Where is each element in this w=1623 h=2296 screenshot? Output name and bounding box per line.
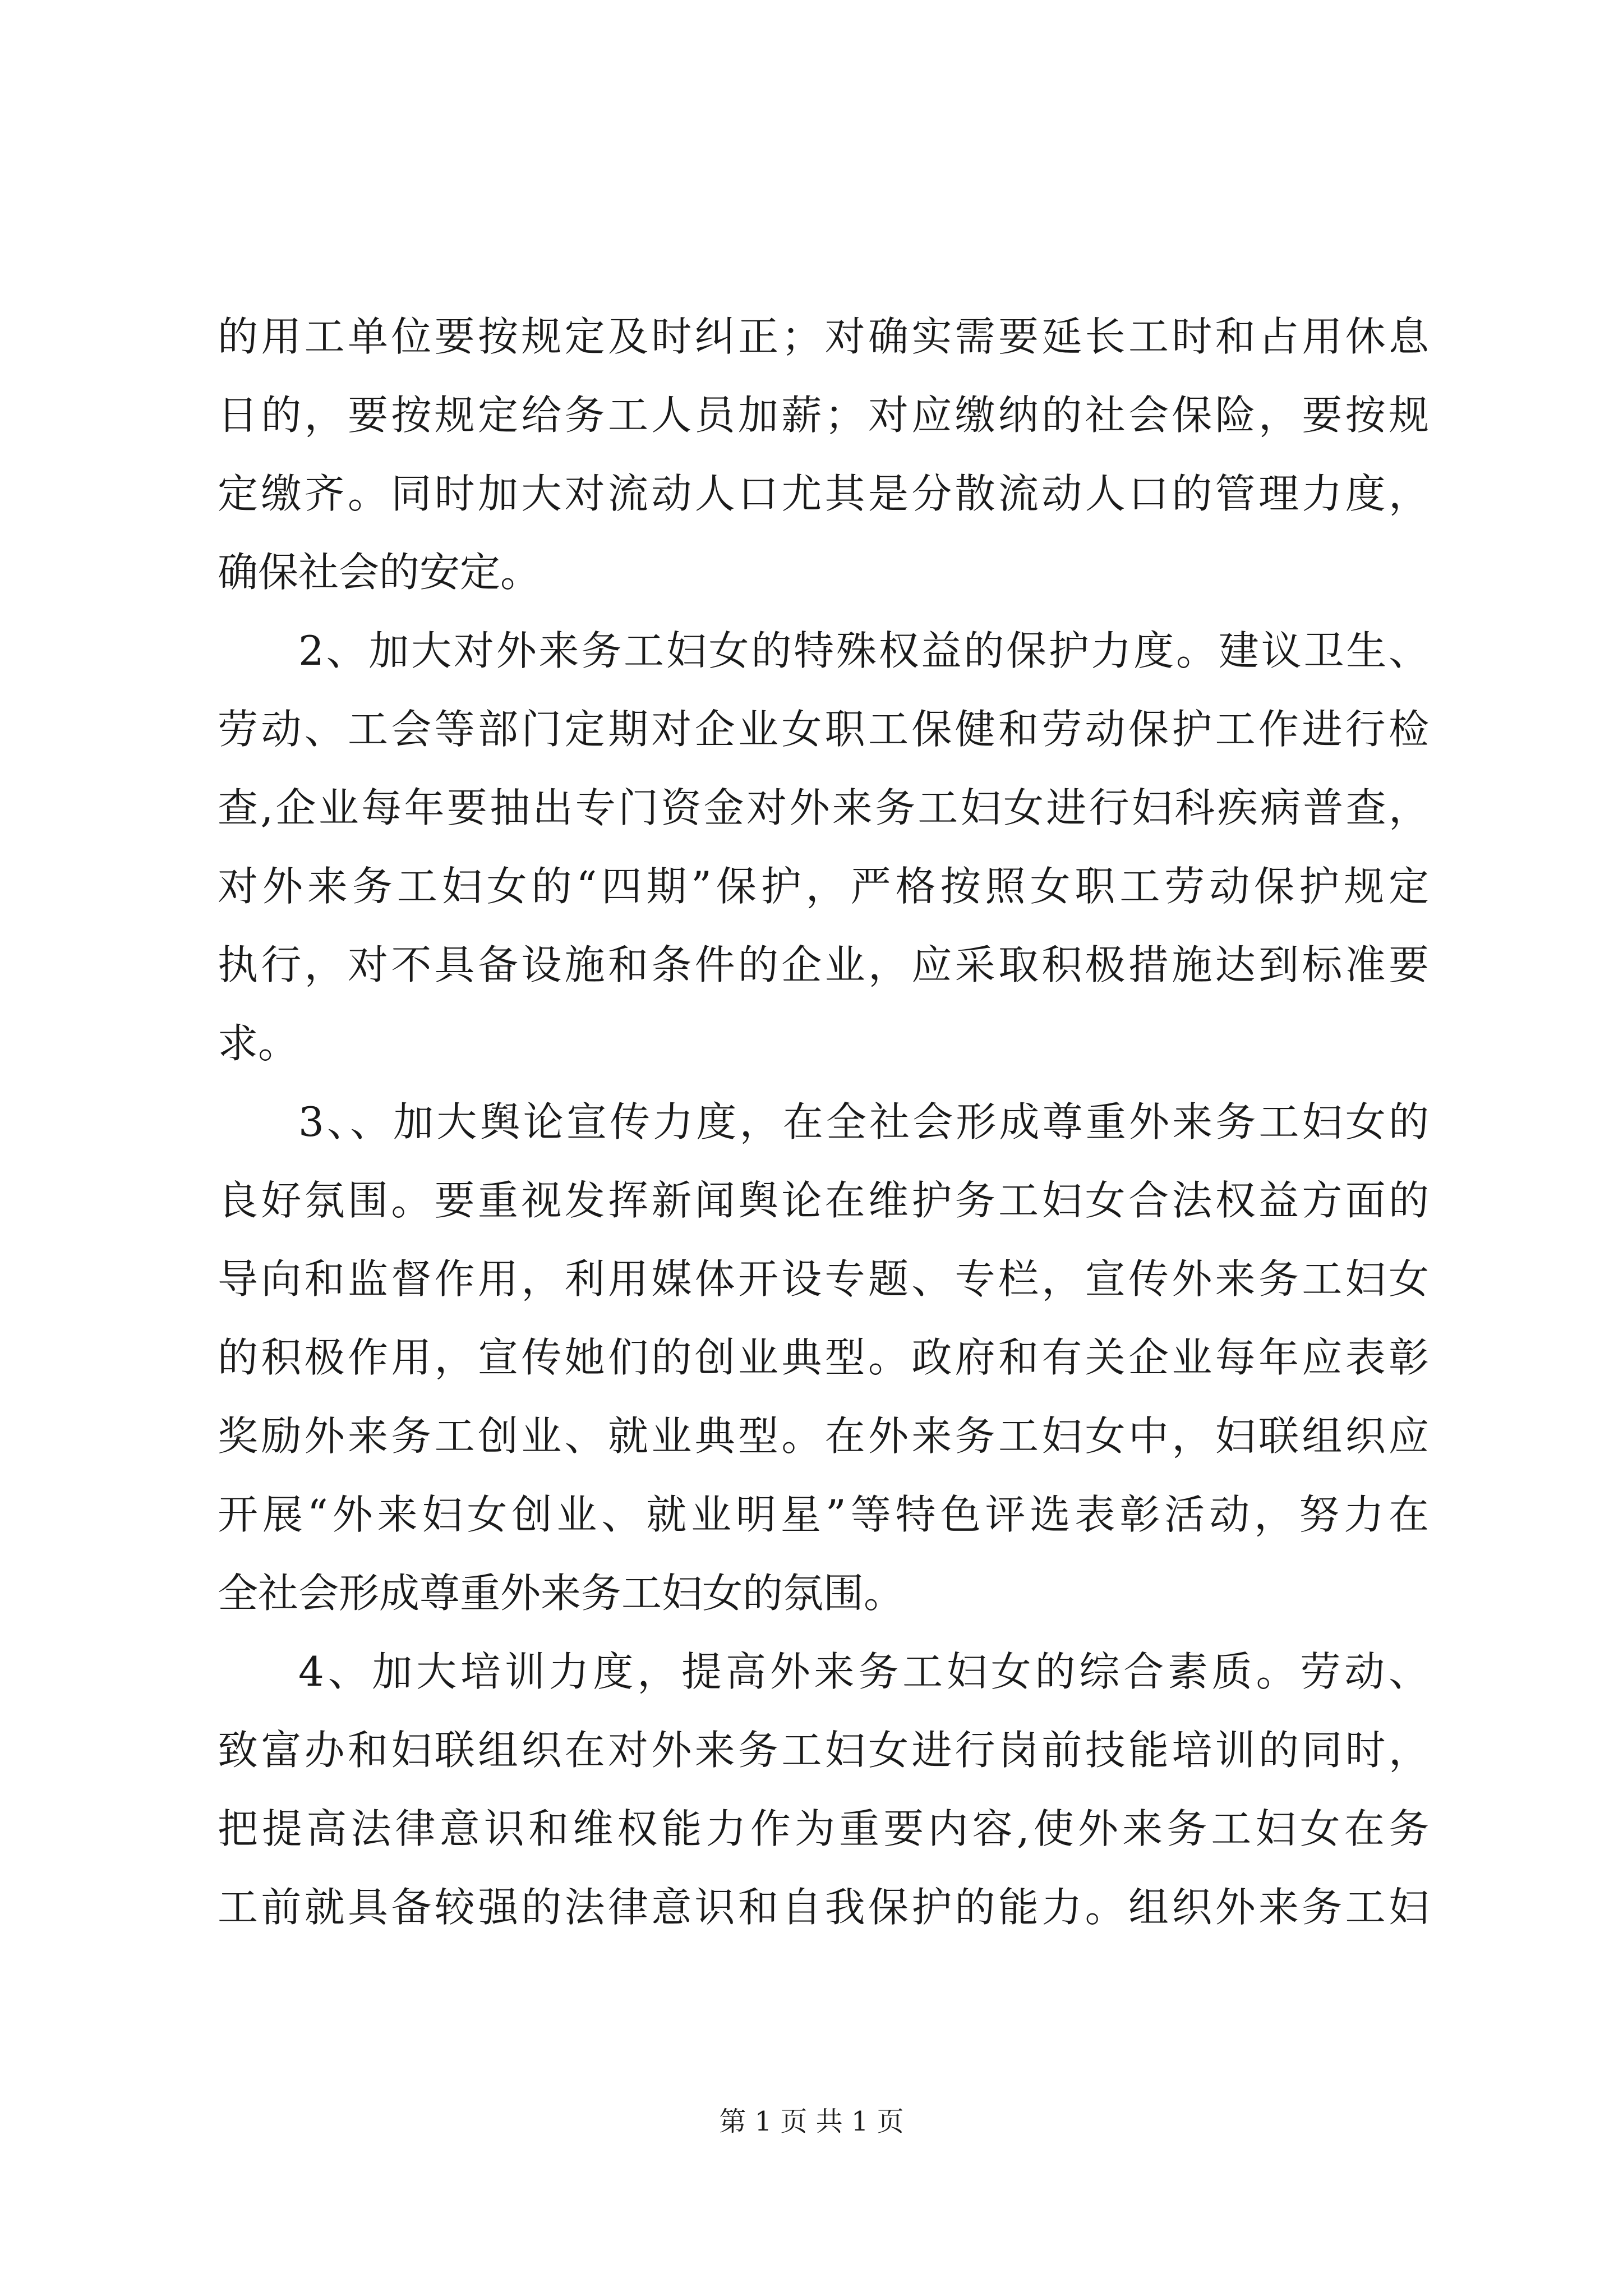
text-line: 致富办和妇联组织在对外来务工妇女进行岗前技能培训的同时， [218,1727,1429,1774]
text-line: 工前就具备较强的法律意识和自我保护的能力。组织外来务工妇 [218,1884,1429,1931]
text-line: 定缴齐。同时加大对流动人口尤其是分散流动人口的管理力度， [218,470,1429,517]
text-line: 开展“外来妇女创业、就业明星”等特色评选表彰活动，努力在 [218,1491,1429,1538]
text-line: 的用工单位要按规定及时纠正；对确实需要延长工时和占用休息 [218,313,1429,360]
text-line: 确保社会的安定。 [218,549,541,596]
page-footer [0,2105,1623,2138]
text-line: 对外来务工妇女的“四期”保护，严格按照女职工劳动保护规定 [218,863,1429,910]
text-line: 查,企业每年要抽出专门资金对外来务工妇女进行妇科疾病普查， [218,784,1429,831]
text-line: 把提高法律意识和维权能力作为重要内容,使外来务工妇女在务 [218,1805,1429,1852]
text-line: 执行，对不具备设施和条件的企业，应采取积极措施达到标准要 [218,941,1429,988]
text-line: 求。 [218,1020,299,1067]
text-line: 良好氛围。要重视发挥新闻舆论在维护务工妇女合法权益方面的 [218,1177,1429,1224]
page-number-label: 第 1 页 共 1 页 [719,2106,904,2137]
text-line: 的积极作用，宣传她们的创业典型。政府和有关企业每年应表彰 [218,1334,1429,1381]
text-line: 日的，要按规定给务工人员加薪；对应缴纳的社会保险，要按规 [218,392,1429,439]
paragraph-start-line: 4、加大培训力度，提高外来务工妇女的综合素质。劳动、 [298,1648,1429,1695]
text-line: 奖励外来务工创业、就业典型。在外来务工妇女中，妇联组织应 [218,1412,1429,1460]
text-line: 劳动、工会等部门定期对企业女职工保健和劳动保护工作进行检 [218,706,1429,753]
paragraph-start-line: 2、加大对外来务工妇女的特殊权益的保护力度。建议卫生、 [298,627,1429,674]
text-line: 导向和监督作用，利用媒体开设专题、专栏，宣传外来务工妇女 [218,1255,1429,1303]
body-text [218,297,1429,1947]
paragraph-start-line: 3、、加大舆论宣传力度，在全社会形成尊重外来务工妇女的 [298,1098,1429,1145]
text-line: 全社会形成尊重外来务工妇女的氛围。 [218,1570,905,1617]
